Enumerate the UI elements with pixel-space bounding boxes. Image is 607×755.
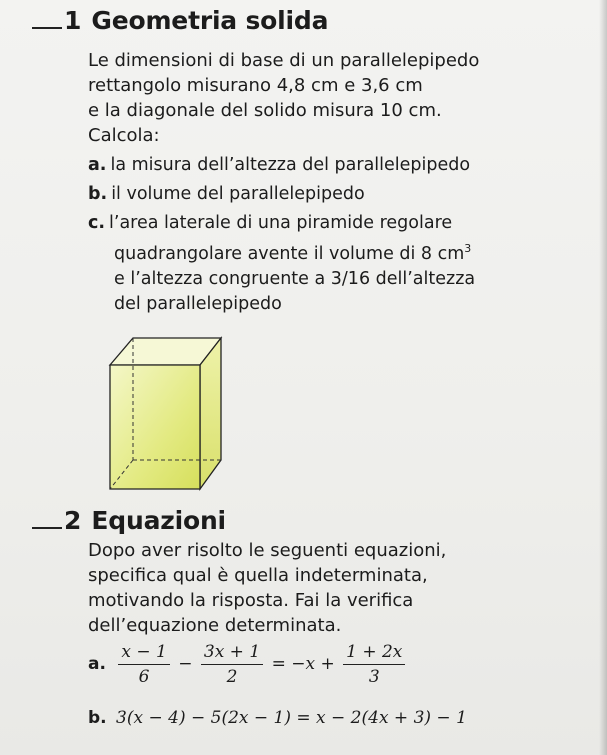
fraction [343,640,405,689]
item-text: il volume del parallelepipedo [111,184,365,204]
intro-line: Calcola: [88,125,160,146]
fraction [201,640,263,689]
item-text: e l’altezza congruente a 3/16 dell’altezza [114,268,476,289]
denominator: 6 [138,667,150,687]
item-text: del parallelepipedo [114,293,282,314]
item-b [88,182,365,207]
header-rule [32,527,62,529]
page-edge-shadow [599,0,607,755]
numerator: 1 + 2x [343,640,405,665]
item-text: l’area laterale di una piramide regolare [109,213,453,233]
item-label: c. [88,213,106,233]
superscript: 3 [464,242,472,255]
numerator: 3x + 1 [201,640,263,665]
exercise-title: Equazioni [91,506,226,535]
item-label: b. [88,184,108,204]
exercise-1-intro [88,48,479,148]
numerator: x − 1 [118,640,169,665]
denominator: 2 [226,667,238,687]
parallelepiped-figure [108,335,226,492]
exercise-number: 2 [64,506,82,535]
equation-label: b. [88,708,107,728]
intro-line: rettangolo misurano 4,8 cm e 3,6 cm [88,75,423,96]
box-side-face [200,338,221,489]
header-rule [32,27,62,29]
exercise-1-header [32,6,328,35]
equation-b [88,708,467,728]
exercise-2-intro [88,538,446,638]
denominator: 3 [368,667,380,687]
intro-line: specifica qual è quella indeterminata, [88,565,428,586]
intro-line: Le dimensioni di base di un parallelepipedo [88,50,480,71]
intro-line: e la diagonale del solido misura 10 cm. [88,100,442,121]
item-text: la misura dell’altezza del parallelepipedo [110,155,471,175]
box-front-face [110,365,200,489]
exercise-2-header [32,506,226,535]
item-a [88,153,470,178]
item-text: quadrangolare avente il volume di 8 cm [114,243,465,264]
exercise-number: 1 [64,6,82,35]
item-c [88,211,475,317]
equation-text: 3(x − 4) − 5(2x − 1) = x − 2(4x + 3) − 1 [116,708,467,728]
equation-a [88,640,408,689]
operator: = −x + [271,654,335,674]
exercise-title: Geometria solida [91,6,329,35]
intro-line: motivando la risposta. Fai la verifica [88,590,414,611]
intro-line: Dopo aver risolto le seguenti equazioni, [88,540,447,561]
equation-label: a. [88,654,106,674]
item-label: a. [88,155,107,175]
fraction [118,640,169,689]
intro-line: dell’equazione determinata. [88,615,342,636]
operator: − [178,654,193,674]
